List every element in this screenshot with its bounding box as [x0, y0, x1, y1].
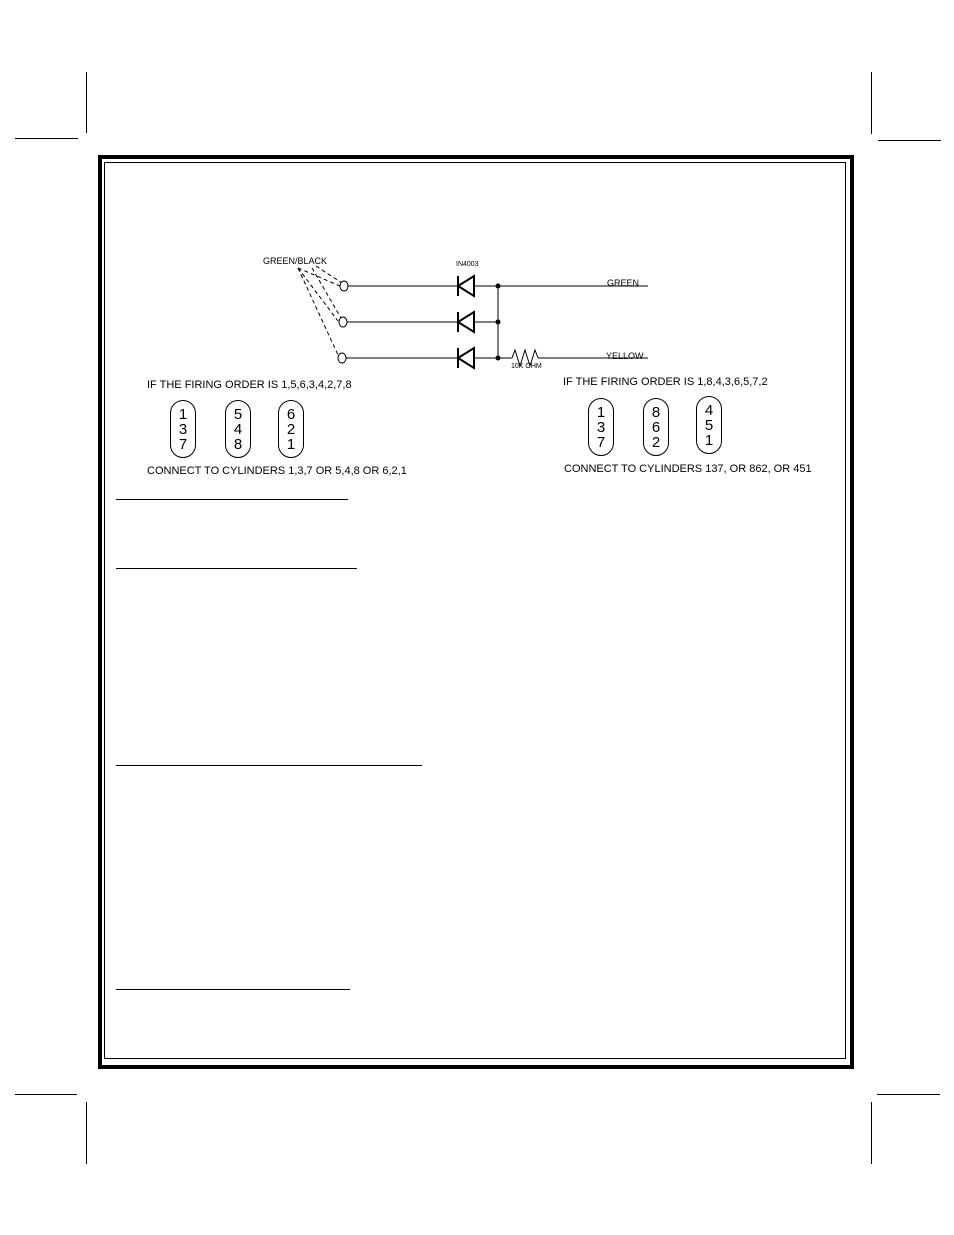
label-green-black: GREEN/BLACK: [263, 256, 328, 266]
right-group-1: [588, 398, 614, 456]
cylinder-number: 4: [704, 401, 714, 419]
cylinder-number: 6: [286, 405, 296, 423]
dashed-lead-2: [298, 268, 338, 321]
left-group-3: [278, 400, 304, 458]
left-connect-instructions: CONNECT TO CYLINDERS 1,3,7 OR 5,4,8 OR 6,2,1: [147, 465, 407, 477]
cylinder-number: 7: [596, 433, 606, 451]
cylinder-number: 5: [704, 416, 714, 434]
section-rule-1: [116, 499, 348, 500]
left-firing-order-heading: IF THE FIRING ORDER IS 1,5,6,3,4,2,7,8: [147, 379, 352, 391]
cylinder-number: 1: [704, 431, 714, 449]
diode-3: [458, 348, 474, 368]
cylinder-number: 8: [651, 403, 661, 421]
junction-1: [496, 284, 501, 289]
cylinder-number: 5: [233, 405, 243, 423]
section-rule-4: [116, 989, 350, 990]
junction-2: [496, 320, 501, 325]
cylinder-number: 2: [286, 420, 296, 438]
right-group-2: [643, 398, 669, 456]
section-rule-2: [116, 568, 357, 569]
left-group-2: [225, 400, 251, 458]
cylinder-number: 7: [178, 435, 188, 453]
cylinder-number: 8: [233, 435, 243, 453]
dashed-lead-1b: [316, 266, 342, 283]
label-diode-part: IN4003: [456, 261, 479, 268]
cylinder-number: 1: [178, 405, 188, 423]
cylinder-number: 1: [286, 435, 296, 453]
label-green-wire: GREEN: [607, 278, 640, 288]
cylinder-number: 3: [596, 418, 606, 436]
terminal-1: [340, 281, 348, 291]
diode-2: [458, 312, 474, 332]
cylinder-number: 4: [233, 420, 243, 438]
right-firing-order-heading: IF THE FIRING ORDER IS 1,8,4,3,6,5,7,2: [563, 376, 768, 388]
section-rule-3: [116, 765, 422, 766]
left-group-1: [170, 400, 196, 458]
right-connect-instructions: CONNECT TO CYLINDERS 137, OR 862, OR 451: [564, 463, 812, 475]
junction-3: [496, 356, 501, 361]
cylinder-number: 2: [651, 433, 661, 451]
diode-1: [458, 276, 474, 296]
terminal-2: [339, 317, 347, 327]
right-group-3: [696, 396, 722, 454]
cylinder-number: 1: [596, 403, 606, 421]
dashed-lead-3: [298, 268, 338, 355]
label-yellow-wire: YELLOW: [606, 351, 644, 361]
cylinder-number: 6: [651, 418, 661, 436]
label-resistor: 10K OHM: [511, 363, 542, 370]
terminal-3: [338, 353, 346, 363]
cylinder-number: 3: [178, 420, 188, 438]
